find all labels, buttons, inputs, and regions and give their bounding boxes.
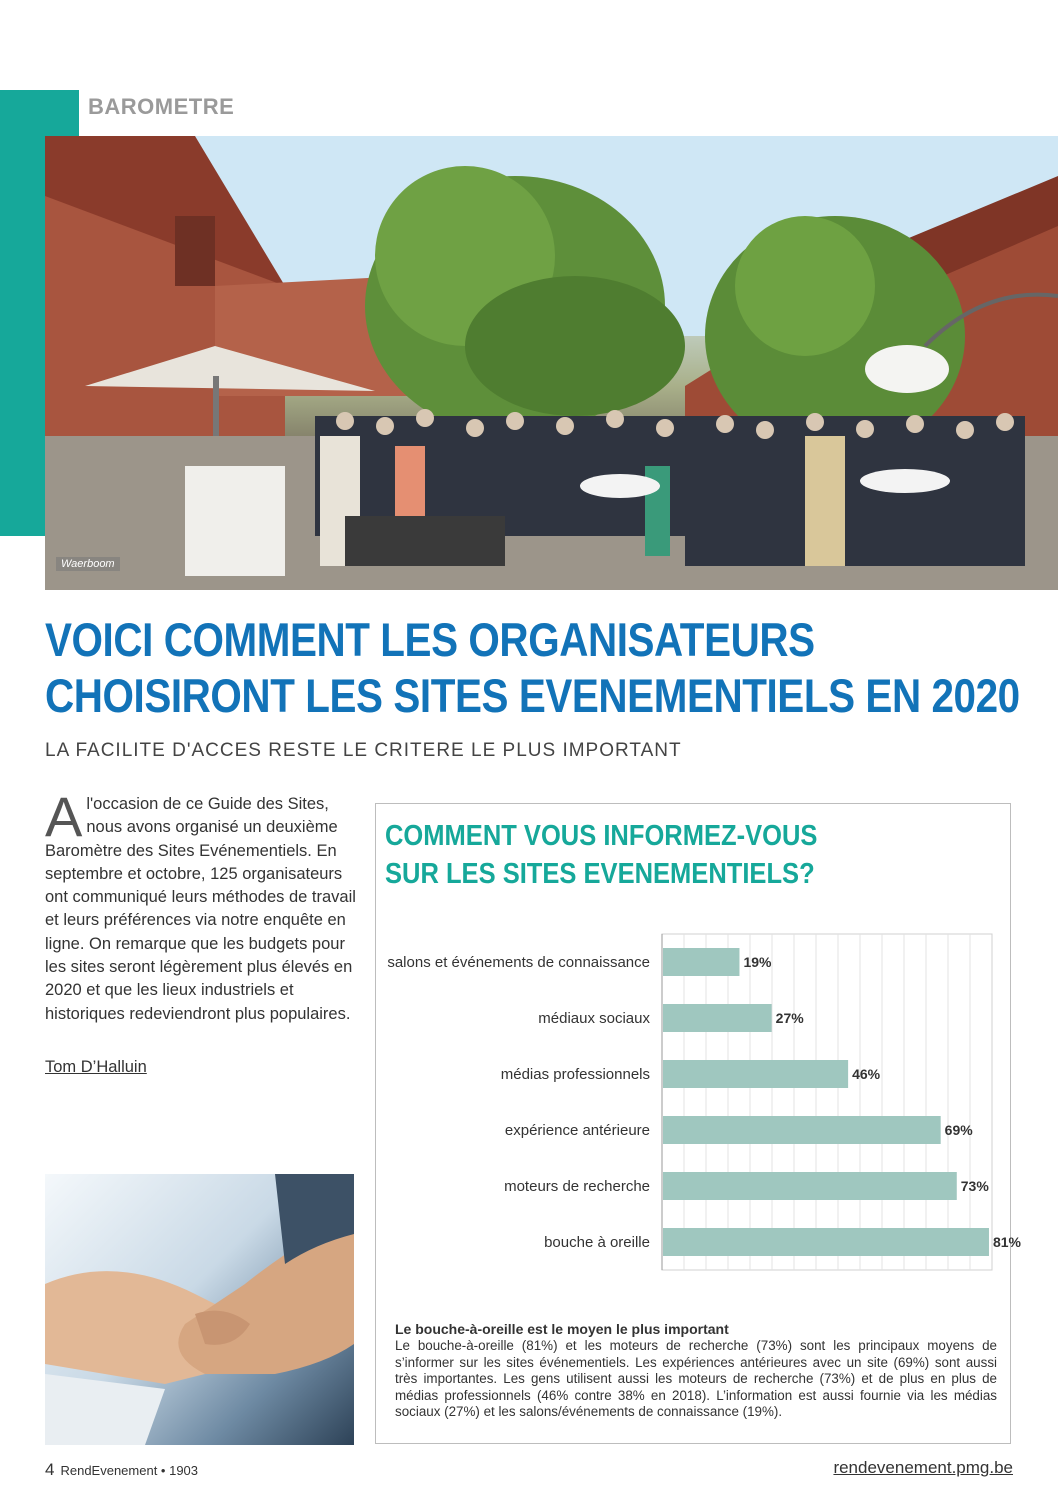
publication-name: RendEvenement • 1903	[60, 1463, 199, 1478]
photo-credit: Waerboom	[56, 557, 120, 571]
page-number: 4	[45, 1460, 55, 1479]
headline	[45, 612, 1020, 724]
headline-line-2: CHOISIRONT LES SITES EVENEMENTIELS EN 2020	[45, 669, 1020, 722]
chart-bar	[663, 1172, 957, 1200]
chart-category-label: médias professionnels	[500, 1066, 650, 1083]
intro-paragraph	[45, 785, 360, 1026]
bar-chart	[380, 930, 1022, 1275]
chart-bar	[663, 948, 739, 976]
handshake-illustration	[45, 1174, 354, 1445]
infobox-title-line-2: SUR LES SITES EVENEMENTIELS?	[385, 858, 815, 890]
infobox-title-line-1: COMMENT VOUS INFORMEZ-VOUS	[385, 820, 818, 852]
author-byline: Tom D’Halluin	[45, 1058, 147, 1076]
summary-title: Le bouche-à-oreille est le moyen le plus important	[395, 1321, 729, 1337]
infobox-title	[385, 817, 817, 893]
chart-category-label: expérience antérieure	[504, 1122, 650, 1139]
subheadline: LA FACILITE D'ACCES RESTE LE CRITERE LE PLUS IMPORTANT	[45, 740, 682, 761]
chart-bar	[663, 1004, 772, 1032]
chart-value-label: 27%	[775, 1010, 804, 1026]
section-label: BAROMETRE	[88, 94, 235, 119]
chart-value-label: 81%	[992, 1234, 1022, 1250]
footer-left	[45, 1460, 198, 1480]
chart-value-label: 69%	[944, 1122, 973, 1138]
hero-photo-illustration	[45, 136, 1058, 590]
chart-bar	[663, 1116, 941, 1144]
chart-category-label: moteurs de recherche	[504, 1178, 650, 1195]
chart-category-label: médiaux sociaux	[538, 1010, 650, 1027]
chart-bar	[663, 1228, 989, 1256]
hero-photo	[45, 136, 1058, 590]
dropcap: A	[45, 785, 83, 848]
intro-text: l'occasion de ce Guide des Sites, nous avons organisé un deuxième Baromètre des Sites Evénementiels. En septembre et octobre, 125 organisateurs ont communiqué leurs méthodes de travail et leurs préférences via notre enquête en ligne. On remarque que les budgets pour les sites seront légèrement plus élevés en 2020 et que les lieux industriels et historiques redeviendront plus populaires.	[45, 795, 356, 1023]
chart-category-label: bouche à oreille	[544, 1234, 650, 1251]
headline-line-1: VOICI COMMENT LES ORGANISATEURS	[45, 613, 815, 666]
chart-plot-frame	[662, 934, 992, 1270]
chart-bar	[663, 1060, 848, 1088]
chart-category-label: salons et événements de connaissance	[387, 954, 650, 971]
handshake-photo	[45, 1174, 354, 1445]
chart-value-label: 73%	[960, 1178, 989, 1194]
footer-url[interactable]: rendevenement.pmg.be	[833, 1458, 1013, 1477]
summary-text: Le bouche-à-oreille (81%) et les moteurs de recherche (73%) sont les principaux moyens de s’informer sur les sites événementiels. Les expériences antérieures avec un site (69%) sont aussi très importantes. Les gens utilisent aussi les moteurs de recherche (73%) et de plus en plus de médias professionnels (46% contre 38% en 2018). L’information est aussi fournie via les médias sociaux (27%) et les salons/événements de connaissance (19%).	[395, 1338, 997, 1419]
chart-value-label: 19%	[743, 954, 772, 970]
chart-value-label: 46%	[852, 1066, 881, 1082]
